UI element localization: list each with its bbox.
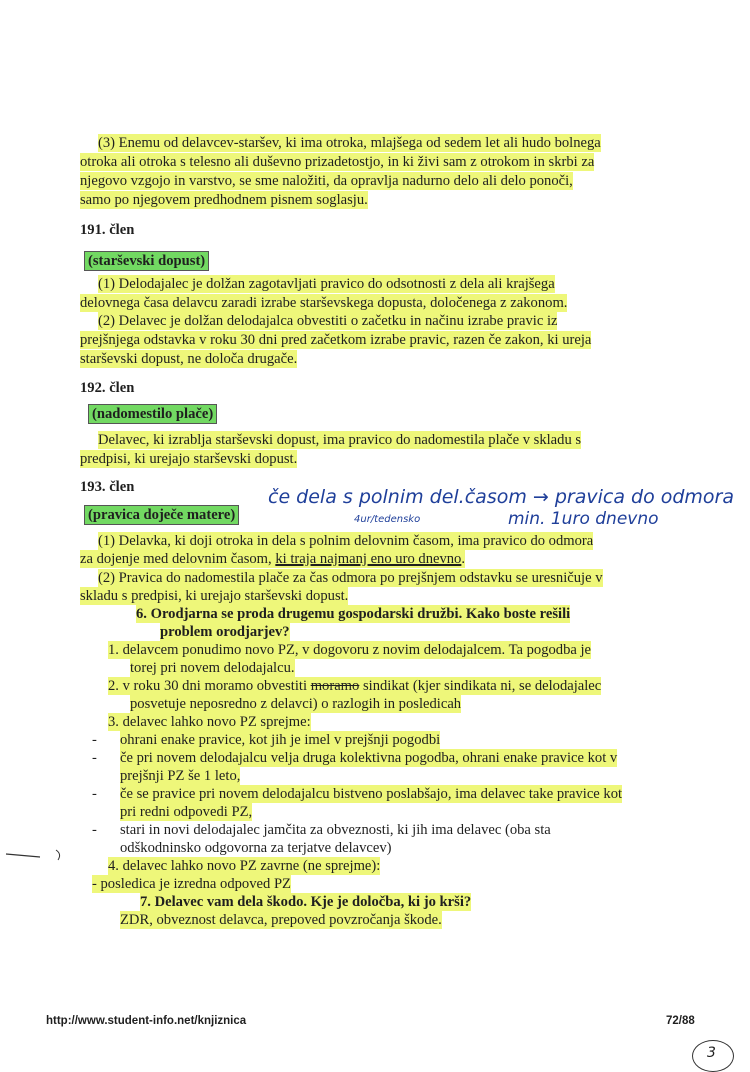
dash-bullet: - xyxy=(92,822,97,838)
list-item: 3. delavec lahko novo PZ sprejme: xyxy=(108,714,311,730)
text-line: (1) Delodajalec je dolžan zagotavljati pravico do odsotnosti z dela ali krajšega xyxy=(98,276,555,292)
dash-bullet: - xyxy=(92,786,97,802)
list-item: pri redni odpovedi PZ, xyxy=(120,804,253,820)
text-segment: . xyxy=(461,551,466,567)
struck-text: moramo xyxy=(310,678,360,694)
text-line: delovnega časa delavcu zaradi izrabe starševskega dopusta, določenega z zakonom. xyxy=(80,295,568,311)
text-segment: 2. v roku 30 dni moramo obvestiti xyxy=(108,678,311,694)
list-item: 4. delavec lahko novo PZ zavrne (ne sprejme): xyxy=(108,858,381,874)
dash-bullet: - xyxy=(92,750,97,766)
page-number: 72/88 xyxy=(666,1015,695,1027)
handwritten-note: če dela s polnim del.časom → pravica do odmora xyxy=(268,486,735,508)
text-line: njegovo vzgojo in varstvo, se sme naložiti, da opravlja nadurno delo ali delo ponoči, xyxy=(80,173,573,189)
text-line: (1) Delavka, ki doji otroka in dela s polnim delovnim časom, ima pravico do odmora xyxy=(98,533,594,549)
list-item: - posledica je izredna odpoved PZ xyxy=(92,876,291,892)
text-line: skladu s predpisi, ki urejajo starševski dopust. xyxy=(80,588,349,604)
underlined-text: ki traja najmanj eno uro dnevno xyxy=(275,551,462,567)
list-item: ohrani enake pravice, kot jih je imel v prejšnji pogodbi xyxy=(120,732,441,748)
text-line xyxy=(80,550,465,568)
handwritten-note: 4ur/tedensko xyxy=(354,514,421,525)
list-item: če se pravice pri novem delodajalcu bistveno poslabšajo, ima delavec take pravice kot xyxy=(120,786,623,802)
answer-text: ZDR, obveznost delavca, prepoved povzročanja škode. xyxy=(120,912,442,928)
article-heading: 193. člen xyxy=(80,479,135,495)
list-item: torej pri novem delodajalcu. xyxy=(130,660,295,676)
list-item: prejšnji PZ še 1 leto, xyxy=(120,768,241,784)
list-item: odškodninsko odgovorna za terjatve delavcev) xyxy=(120,840,392,856)
footer-url: http://www.student-info.net/knjiznica xyxy=(46,1015,247,1027)
pen-mark-icon xyxy=(0,830,80,870)
article-heading: 192. člen xyxy=(80,380,135,396)
list-item: 1. delavcem ponudimo novo PZ, v dogovoru z novim delodajalcem. Ta pogodba je xyxy=(108,642,592,658)
text-segment: za dojenje med delovnim časom, xyxy=(80,551,276,567)
text-line: prejšnjega odstavka v roku 30 dni pred začetkom izrabe pravic, razen če zakon, ki ureja xyxy=(80,332,592,348)
dash-bullet: - xyxy=(92,732,97,748)
circled-page-mark xyxy=(692,1040,734,1072)
text-line: samo po njegovem predhodnem pisnem soglasju. xyxy=(80,192,368,208)
list-item xyxy=(108,677,601,695)
list-item: posvetuje neposredno z delavci) o razlogih in posledicah xyxy=(130,696,462,712)
article-title: (pravica doječe matere) xyxy=(84,505,239,525)
text-line: (2) Delavec je dolžan delodajalca obvestiti o začetku in načinu izrabe pravic iz xyxy=(98,313,558,329)
list-item: stari in novi delodajalec jamčita za obveznosti, ki jih ima delavec (oba sta xyxy=(120,822,551,838)
text-line: (2) Pravica do nadomestila plače za čas odmora po prejšnjem odstavku se uresničuje v xyxy=(98,570,603,586)
question-title: 6. Orodjarna se proda drugemu gospodarski družbi. Kako boste rešili xyxy=(136,606,571,622)
question-title: problem orodjarjev? xyxy=(160,624,290,640)
handwritten-note: min. 1uro dnevno xyxy=(508,509,659,529)
text-line: Delavec, ki izrablja starševski dopust, ima pravico do nadomestila plače v skladu s xyxy=(98,432,582,448)
question-title: 7. Delavec vam dela škodo. Kje je določba, ki jo krši? xyxy=(140,894,472,910)
text-segment: sindikat (kjer sindikata ni, se delodajalec xyxy=(359,678,602,694)
article-title: (starševski dopust) xyxy=(84,251,209,271)
text-line: predpisi, ki urejajo starševski dopust. xyxy=(80,451,298,467)
article-title: (nadomestilo plače) xyxy=(88,404,217,424)
article-heading: 191. člen xyxy=(80,222,135,238)
text-line: starševski dopust, ne določa drugače. xyxy=(80,351,298,367)
list-item: če pri novem delodajalcu velja druga kolektivna pogodba, ohrani enake pravice kot v xyxy=(120,750,618,766)
circled-page-number: 3 xyxy=(707,1045,716,1061)
text-line: otroka ali otroka s telesno ali duševno prizadetostjo, in ki živi sam z otrokom in skrbi za xyxy=(80,154,595,170)
text-line: (3) Enemu od delavcev-staršev, ki ima otroka, mlajšega od sedem let ali hudo bolnega xyxy=(98,135,601,151)
